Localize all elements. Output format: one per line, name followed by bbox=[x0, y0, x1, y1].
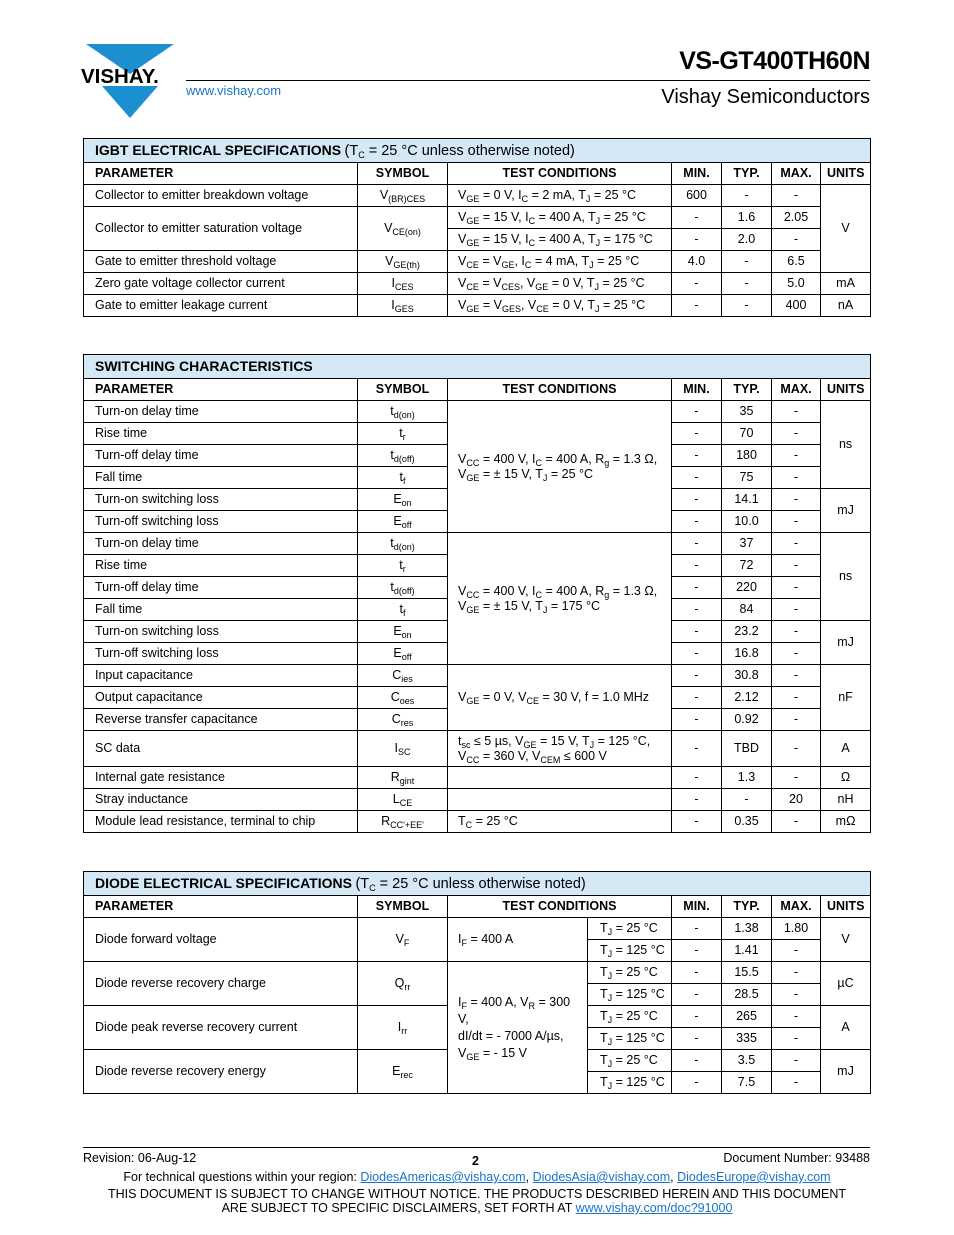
table-row: Collector to emitter breakdown voltage $V_{(BR)CES}$ $V_{GE} = 0$ V, $I_C = 2$ mA, $T_J = 25$ °C 600 - - V bbox=[84, 185, 871, 207]
email-europe-link[interactable]: DiodesEurope@vishay.com bbox=[677, 1170, 831, 1184]
table-row: Turn-off switching loss $E_{off}$ - 16.8 - bbox=[84, 643, 871, 665]
table-row: Input capacitance $C_{ies}$ $V_{GE} = 0$ V, $V_{CE} = 30$ V, f = 1.0 MHz - 30.8 - nF bbox=[84, 665, 871, 687]
table-row: Turn-off delay time $t_{d(off)}$ - 220 - bbox=[84, 577, 871, 599]
igbt-table-title: IGBT ELECTRICAL SPECIFICATIONS ($T_C = 25$ °C unless otherwise noted) bbox=[84, 139, 871, 163]
table-row: $T_J = 125$ °C - 7.5 - bbox=[84, 1072, 871, 1094]
table-row: Turn-on delay time $t_{d(on)}$ $V_{CC} = 400$ V, $I_C = 400$ A, $R_g = 1.3$ Ω, $V_{GE}$ = ± 15 V, $T_J = 175$ °C - 37 - ns bbox=[84, 533, 871, 555]
document-number: Document Number: 93488 bbox=[723, 1151, 870, 1165]
table-header-row: PARAMETER SYMBOL TEST CONDITIONS MIN. TYP. MAX. UNITS bbox=[84, 379, 871, 401]
table-row: $T_J = 125$ °C - 335 - bbox=[84, 1028, 871, 1050]
table-header-row: PARAMETER SYMBOL TEST CONDITIONS MIN. TYP. MAX. UNITS bbox=[84, 896, 871, 918]
page-number: 2 bbox=[472, 1154, 479, 1168]
email-asia-link[interactable]: DiodesAsia@vishay.com bbox=[532, 1170, 671, 1184]
table-row: Diode peak reverse recovery current $I_{rr}$ $T_J = 25$ °C - 265 - A bbox=[84, 1006, 871, 1028]
table-row: $T_J = 125$ °C - 1.41 - bbox=[84, 940, 871, 962]
company-name: Vishay Semiconductors bbox=[661, 86, 870, 108]
table-row: Module lead resistance, terminal to chip $R_{CC'+EE'}$ $T_C = 25$ °C - 0.35 - mΩ bbox=[84, 811, 871, 833]
disclaimer: THIS DOCUMENT IS SUBJECT TO CHANGE WITHOUT NOTICE. THE PRODUCTS DESCRIBED HEREIN AND THIS DOCUMENT ARE SUBJECT TO SPECIFIC DISCLAIMERS, SET FORTH AT www.vishay.com/doc?91000 bbox=[107, 1187, 847, 1215]
diode-table-title: DIODE ELECTRICAL SPECIFICATIONS ($T_C = 25$ °C unless otherwise noted) bbox=[84, 872, 871, 896]
table-row: Collector to emitter saturation voltage $V_{CE(on)}$ $V_{GE} = 15$ V, $I_C = 400$ A, $T_J = 25$ °C - 1.6 2.05 bbox=[84, 207, 871, 229]
table-row: Turn-on delay time $t_{d(on)}$ $V_{CC} = 400$ V, $I_C = 400$ A, $R_g = 1.3$ Ω, $V_{GE}$ = ± 15 V, $T_J = 25$ °C - 35 - ns bbox=[84, 401, 871, 423]
revision-date: Revision: 06-Aug-12 bbox=[83, 1151, 197, 1165]
table-row: Turn-on switching loss $E_{on}$ - 14.1 - mJ bbox=[84, 489, 871, 511]
table-header-row: PARAMETER SYMBOL TEST CONDITIONS MIN. TYP. MAX. UNITS bbox=[84, 163, 871, 185]
table-row: Output capacitance $C_{oes}$ - 2.12 - bbox=[84, 687, 871, 709]
website-link[interactable]: www.vishay.com bbox=[186, 83, 282, 98]
switching-table-title: SWITCHING CHARACTERISTICS bbox=[84, 355, 871, 379]
table-row: Rise time $t_r$ - 72 - bbox=[84, 555, 871, 577]
table-row: $T_J = 125$ °C - 28.5 - bbox=[84, 984, 871, 1006]
contact-line: For technical questions within your region: DiodesAmericas@vishay.com, DiodesAsia@vishay.com, DiodesEurope@vishay.com bbox=[123, 1170, 831, 1184]
table-row: Turn-off switching loss $E_{off}$ - 10.0 - bbox=[84, 511, 871, 533]
igbt-spec-table bbox=[83, 138, 871, 317]
disclaimer-link[interactable]: www.vishay.com/doc?91000 bbox=[575, 1201, 733, 1215]
table-row: Turn-off delay time $t_{d(off)}$ - 180 - bbox=[84, 445, 871, 467]
table-row: Gate to emitter threshold voltage $V_{GE(th)}$ $V_{CE} = V_{GE}$, $I_C = 4$ mA, $T_J = 25$ °C 4.0 - 6.5 bbox=[84, 251, 871, 273]
part-number: VS-GT400TH60N bbox=[679, 47, 870, 75]
vishay-logo bbox=[80, 42, 180, 120]
table-row: Fall time $t_f$ - 75 - bbox=[84, 467, 871, 489]
table-row: Internal gate resistance $R_{gint}$ - 1.3 - Ω bbox=[84, 767, 871, 789]
diode-spec-table bbox=[83, 871, 871, 1094]
email-americas-link[interactable]: DiodesAmericas@vishay.com bbox=[360, 1170, 526, 1184]
switching-table bbox=[83, 354, 871, 833]
table-row: Diode forward voltage $V_F$ $I_F = 400$ A $T_J = 25$ °C - 1.38 1.80 V bbox=[84, 918, 871, 940]
table-row: Diode reverse recovery energy $E_{rec}$ $T_J = 25$ °C - 3.5 - mJ bbox=[84, 1050, 871, 1072]
table-row: Diode reverse recovery charge $Q_{rr}$ $I_F = 400$ A, $V_R = 300$ V, dI/dt = - 7000 A/µs, $V_{GE}$ = - 15 V $T_J = 25$ °C - 15.5 - µC bbox=[84, 962, 871, 984]
table-row: $V_{GE} = 15$ V, $I_C = 400$ A, $T_J = 175$ °C - 2.0 - bbox=[84, 229, 871, 251]
header-divider bbox=[186, 80, 870, 81]
table-row: Gate to emitter leakage current $I_{GES}$ $V_{GE} = V_{GES}$, $V_{CE} = 0$ V, $T_J = 25$ °C - - 400 nA bbox=[84, 295, 871, 317]
table-row: Fall time $t_f$ - 84 - bbox=[84, 599, 871, 621]
table-row: Rise time $t_r$ - 70 - bbox=[84, 423, 871, 445]
table-row: Turn-on switching loss $E_{on}$ - 23.2 - mJ bbox=[84, 621, 871, 643]
table-row: Stray inductance $L_{CE}$ - - 20 nH bbox=[84, 789, 871, 811]
table-row: SC data $I_{SC}$ $t_{sc} \le 5$ µs, $V_{GE} = 15$ V, $T_J = 125$ °C, $V_{CC} = 360$ V, $V_{CEM} \le 600$ V - TBD - A bbox=[84, 731, 871, 767]
table-row: Reverse transfer capacitance $C_{res}$ - 0.92 - bbox=[84, 709, 871, 731]
brand-text: VISHAY. bbox=[81, 65, 159, 88]
footer-divider bbox=[83, 1147, 870, 1148]
table-row: Zero gate voltage collector current $I_{CES}$ $V_{CE} = V_{CES}$, $V_{GE} = 0$ V, $T_J = 25$ °C - - 5.0 mA bbox=[84, 273, 871, 295]
